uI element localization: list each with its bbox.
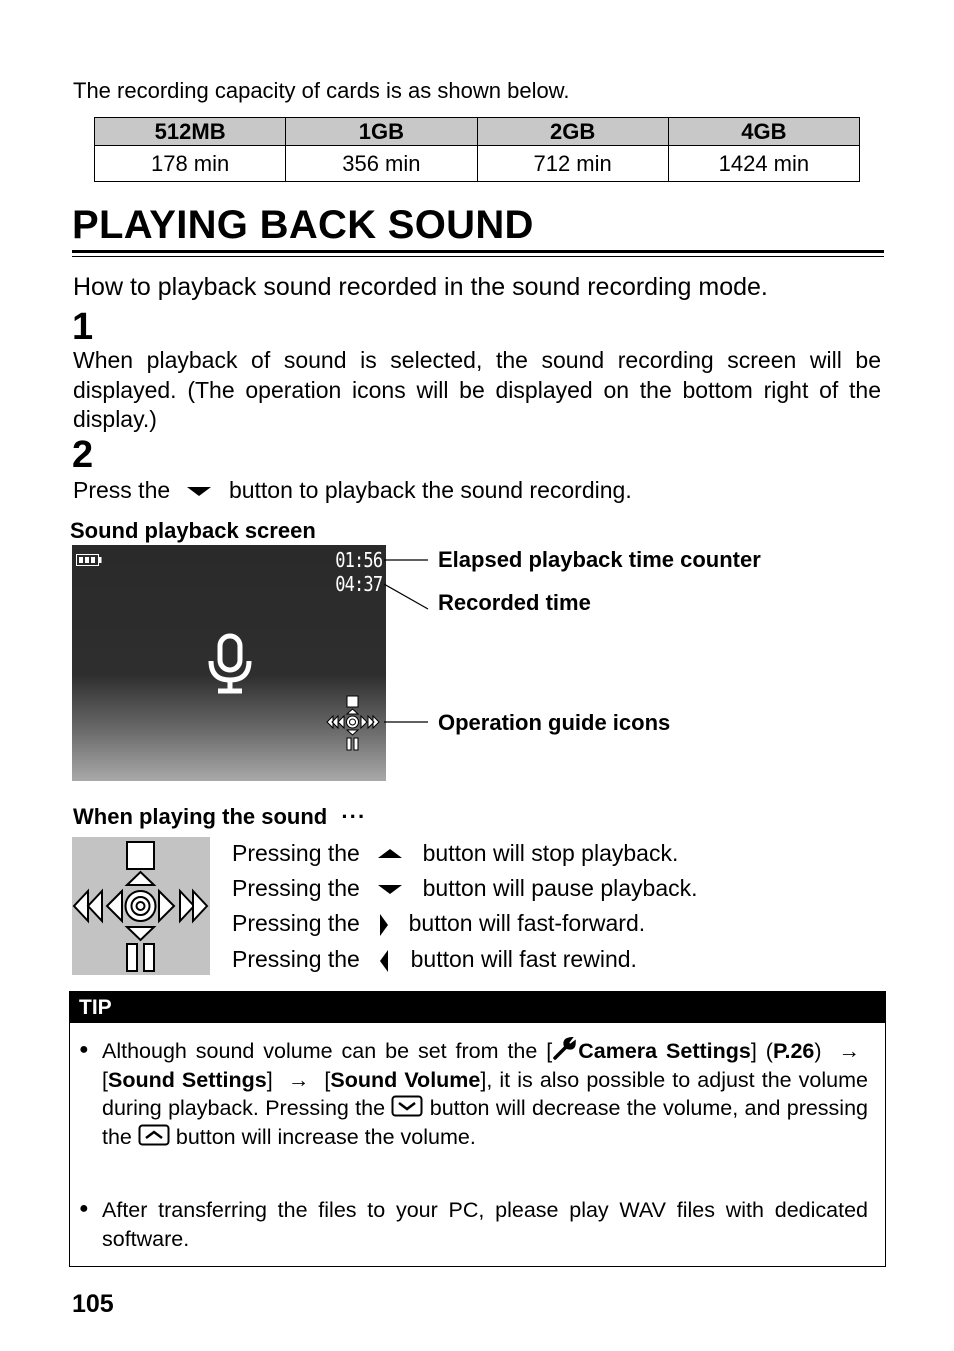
- tip-text: ], it is also possible to adjust the volume during playback. Pressing the: [102, 1067, 868, 1120]
- tip-text: ]: [266, 1067, 273, 1092]
- sound-playback-screen: [72, 545, 386, 781]
- table-cell: 356 min: [286, 146, 477, 182]
- sound-settings-ref: Sound Settings: [107, 1067, 267, 1092]
- microphone-icon: [206, 633, 254, 695]
- title-rule: [72, 250, 884, 253]
- table-header-row: [95, 118, 860, 146]
- action-fast-forward: [232, 910, 645, 937]
- tip-text: ): [814, 1039, 822, 1063]
- lead-text: How to playback sound recorded in the sound recording mode.: [73, 273, 768, 301]
- table-header: 512MB: [95, 118, 286, 146]
- bullet-icon: ●: [79, 1200, 89, 1217]
- bullet-icon: ●: [79, 1041, 89, 1058]
- callout-lines: [384, 550, 434, 740]
- left-arrow-icon: [380, 950, 388, 972]
- section-title: PLAYING BACK SOUND: [72, 203, 534, 247]
- down-arrow-icon: [187, 487, 211, 496]
- intro-text: The recording capacity of cards is as shown below.: [73, 78, 570, 103]
- capacity-table: [94, 117, 860, 182]
- tip-text: Although sound volume can be set from the [: [102, 1039, 553, 1063]
- callout-guide: Operation guide icons: [438, 710, 671, 735]
- wrench-icon: [552, 1037, 578, 1061]
- tip-text: ] (: [750, 1039, 773, 1063]
- action-rewind: [232, 946, 637, 973]
- action-pause: [232, 875, 698, 902]
- callout-elapsed: Elapsed playback time counter: [438, 547, 761, 572]
- action-text: button will stop playback.: [422, 840, 679, 866]
- table-header: 1GB: [286, 118, 477, 146]
- tip-header: [69, 991, 886, 1023]
- guide-icons-large: [72, 837, 210, 975]
- table-row: [95, 146, 860, 182]
- step-1-text: When playback of sound is selected, the sound recording screen will be displayed. (The operation icons will be displayed on the bottom right of the display.): [73, 347, 881, 432]
- down-arrow-icon: [378, 885, 402, 894]
- right-arrow-icon: [380, 914, 388, 936]
- title-rule-thin: [72, 256, 884, 257]
- action-prefix: Pressing the: [232, 875, 360, 901]
- step-2-text-before: Press the: [73, 477, 171, 503]
- action-text: button will fast-forward.: [408, 910, 646, 936]
- table-cell: 712 min: [477, 146, 668, 182]
- action-prefix: Pressing the: [232, 910, 360, 936]
- recorded-time: 04:37: [335, 572, 382, 596]
- tip-bullet-2: After transferring the files to your PC, please play WAV files with dedicated software.: [102, 1198, 868, 1251]
- table-cell: 178 min: [95, 146, 286, 182]
- step-2-line: [73, 477, 632, 504]
- ellipsis: ···: [341, 804, 367, 829]
- action-text: button will pause playback.: [422, 875, 698, 901]
- tip-text: button will increase the volume.: [175, 1124, 476, 1149]
- battery-icon: [76, 554, 102, 566]
- tip-text: button will decrease the volume, and pressing the: [102, 1096, 868, 1149]
- table-header: 2GB: [477, 118, 668, 146]
- volume-up-button-icon: [138, 1124, 170, 1146]
- tip-text: [: [324, 1067, 331, 1092]
- step-2-number: 2: [72, 434, 94, 476]
- operation-guide-icons: [324, 695, 382, 753]
- action-text: button will fast rewind.: [410, 946, 637, 972]
- step-2-text-after: button to playback the sound recording.: [228, 477, 632, 503]
- playing-heading-text: When playing the sound: [73, 804, 328, 829]
- guide-icons-panel: [72, 837, 210, 975]
- screen-heading: Sound playback screen: [70, 518, 316, 543]
- sound-volume-ref: Sound Volume: [330, 1067, 481, 1092]
- step-1-number: 1: [72, 306, 94, 348]
- playing-heading: [73, 804, 366, 830]
- volume-down-button-icon: [391, 1095, 423, 1117]
- tip-bullet-1: [102, 1037, 868, 1151]
- table-header: 4GB: [668, 118, 859, 146]
- page-ref: P.26: [772, 1039, 815, 1063]
- arrow-right-icon: →: [838, 1039, 860, 1063]
- action-stop: [232, 840, 678, 867]
- tip-text: [: [102, 1067, 108, 1092]
- up-arrow-icon: [378, 849, 402, 858]
- action-prefix: Pressing the: [232, 946, 360, 972]
- callout-recorded: Recorded time: [438, 590, 591, 615]
- elapsed-time: 01:56: [335, 548, 382, 572]
- camera-settings-ref: Camera Settings: [578, 1039, 751, 1063]
- action-prefix: Pressing the: [232, 840, 360, 866]
- table-cell: 1424 min: [668, 146, 859, 182]
- time-readout: [335, 548, 382, 596]
- arrow-right-icon: →: [287, 1067, 310, 1092]
- page-number: 105: [72, 1290, 114, 1318]
- tip-label: TIP: [79, 996, 112, 1019]
